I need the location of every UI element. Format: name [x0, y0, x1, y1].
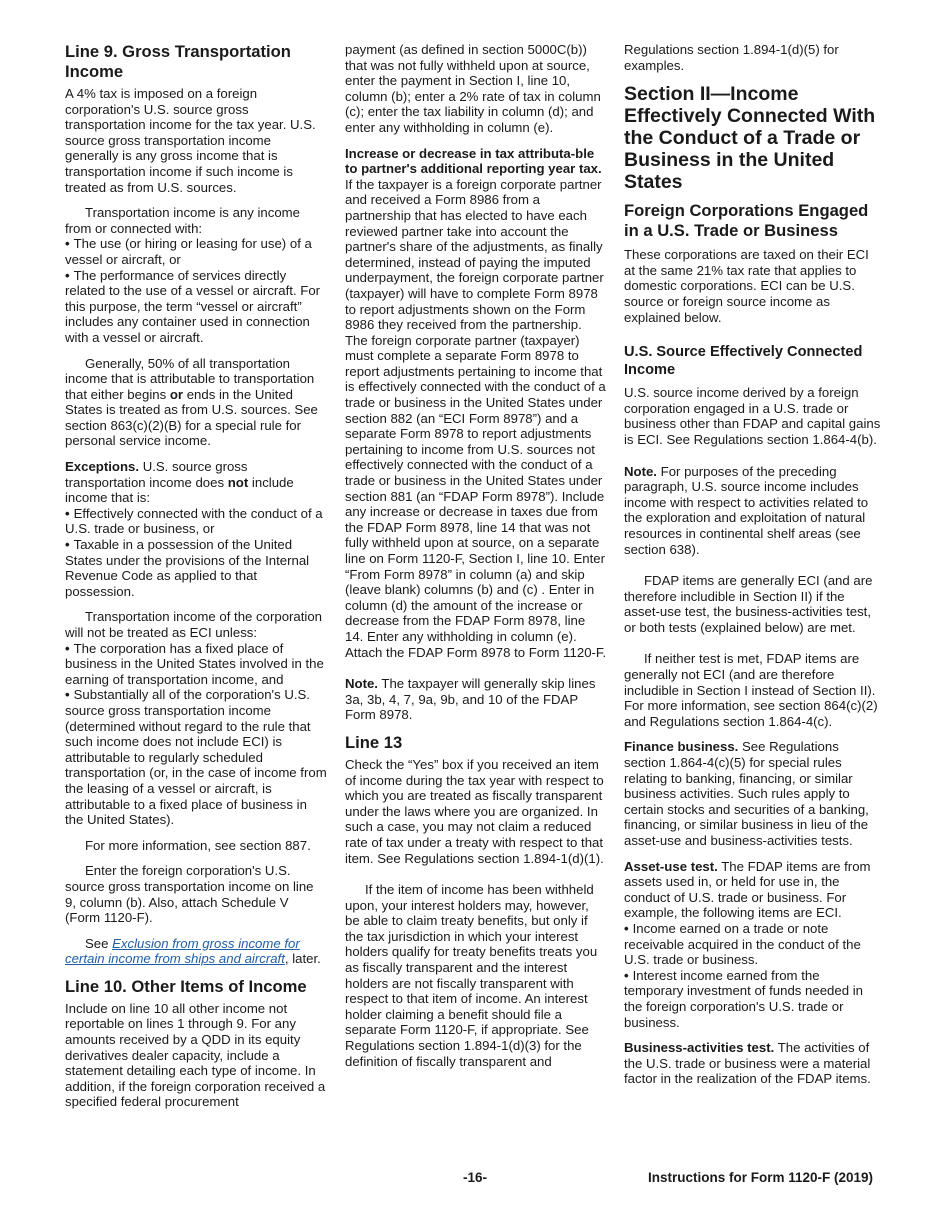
paragraph: If the item of income has been withheld upon, your interest holders may, however, be able to claim treaty benefits, but only if the tax jurisdiction in which your interest holders qualify for treaty benefits treats you as fiscally transparent and the interest holders are not fiscally transparent with respect to that item of income. An interest holder claiming a benefit should file a separate Form 1120-F, if appropriate. See Regulations section 1.894-1(d)(3) for the definition of fiscally transparent and [345, 882, 598, 1069]
heading-line-9: Line 9. Gross Transportation Income [65, 42, 291, 81]
paragraph: Regulations section 1.894-1(d)(5) for examples. [624, 42, 839, 73]
bullet-item: • The performance of services directly related to the use of a vessel or aircraft. For this purpose, the term “vessel or aircraft” includes any container used in connection with a vessel or aircraft. [65, 268, 327, 346]
bullet-item: • The use (or hiring or leasing for use) of a vessel or aircraft, or [65, 236, 327, 267]
bullet-item: • Taxable in a possession of the United States under the provisions of the Internal Revenue Code as applied to that possession. [65, 537, 327, 599]
column-left [65, 42, 327, 1120]
paragraph: For more information, see section 887. [85, 837, 311, 853]
run-in-heading: Finance business. [624, 739, 739, 755]
column-middle [345, 42, 607, 1079]
run-in-heading: Asset-use test. [624, 858, 718, 874]
paragraph: If neither test is met, FDAP items are generally not ECI (and are therefore includible in Section I instead of Section II). For more information, see section 864(c)(2) and Regulations section 1.864-4(c). [624, 651, 878, 729]
paragraph-exceptions: Exceptions. U.S. source gross transportation income does not include income that is: [65, 459, 294, 506]
paragraph: Include on line 10 all other income not reportable on lines 1 through 9. For any amounts received by a QDD in its equity derivatives dealer capacity, include a statement detailing each type of income. In addition, if the foreign corporation received a specified federal procurement [65, 1000, 326, 1110]
paragraph: These corporations are taxed on their ECI at the same 21% tax rate that applies to domestic corporations. ECI can be U.S. source or foreign source income as explained below. [624, 247, 869, 325]
bullet-item: • Income earned on a trade or note receivable acquired in the conduct of the U.S. trade or business. [624, 921, 882, 968]
run-in-heading: Exceptions. [65, 459, 140, 475]
page-number: -16- [462, 1170, 487, 1185]
paragraph-partner-tax: Increase or decrease in tax attributa-ble to partner's additional reporting year tax. If the taxpayer is a foreign corporate partner and received a Form 8986 from a partnership that has elected to have each reviewed partner take into account the partner's share of the adjustments, as finally determined, instead of paying the imputed underpayment, the foreign corporate partner (taxpayer) will have to complete Form 8978 to report adjustments shown on the Form 8986 they received from the partnership. The foreign corporate partner (taxpayer) must complete a separate Form 8978 to report adjustments pertaining to income that is effectively connected with the conduct of a trade or business in the United States under section 882 (an “ECI Form 8978”) and a separate Form 8978 to report adjustments pertaining to income from U.S. sources not effectively connected with the conduct of a trade or business in the United States under section 881 (an “FDAP Form 8978”). Include any increase or decrease in taxes due from the FDAP Form 8978, line 14 that was not fully withheld upon at source, on a separate line on Form 1120-F, Section I, line 10. Enter “From Form 8978” in column (a) and skip (leave blank) columns (b) and (c) . Enter in column (d) the amount of the increase or decrease from the FDAP Form 8978, line 14. Enter any withholding in column (e). Attach the FDAP Form 8978 to Form 1120-F. [345, 145, 607, 660]
heading-line-10: Line 10. Other Items of Income [65, 976, 307, 996]
paragraph: Check the “Yes” box if you received an item of income during the tax year with respect to which you are treated as fiscally transparent under the laws where you are organized. In such a case, you may not claim a reduced rate of tax under a treaty with respect to that item. See Regulations section 1.894-1(d)(1). [345, 756, 604, 866]
bullet-item: • Substantially all of the corporation's U.S. source gross transportation income (determined without regard to the rule that such income does not include ECI) is attributable to regularly scheduled transportation (or, in the case of income from the leasing of a vessel or aircraft, is attributable to a fixed place of business in the United States). [65, 687, 327, 827]
bullet-item: • Effectively connected with the conduct of a U.S. trade or business, or [65, 506, 327, 537]
paragraph: Transportation income is any income from or connected with: [65, 205, 301, 236]
form-title: Instructions for Form 1120-F (2019) [648, 1170, 874, 1185]
run-in-heading: Note. [624, 463, 657, 479]
paragraph-business-activities: Business-activities test. The activities of the U.S. trade or business were a material factor in the realization of the FDAP items. [624, 1040, 871, 1087]
note: Note. For purposes of the preceding paragraph, U.S. source income includes income with respect to activities related to the exploration and exploitation of natural resources in continental shelf areas (see section 638). [624, 463, 869, 557]
paragraph: Generally, 50% of all transportation income that is attributable to transportation that either begins or ends in the United States is treated as from U.S. sources. See section 863(c)(2)(B) for a special rule for personal service income. [65, 355, 318, 449]
run-in-heading: Business-activities test. [624, 1040, 775, 1056]
paragraph-asset-use: Asset-use test. The FDAP items are from assets used in, or held for use in, the conduct of U.S. trade or business. For example, the following items are ECI. [624, 858, 871, 921]
run-in-heading: Increase or decrease in tax attributa-ble to partner's additional reporting year tax. [345, 145, 602, 177]
column-right [624, 42, 882, 1097]
paragraph: See Exclusion from gross income for certain income from ships and aircraft, later. [65, 935, 321, 967]
paragraph: Enter the foreign corporation's U.S. source gross transportation income on line 9, column (b). Also, attach Schedule V (Form 1120-F). [65, 863, 314, 926]
cross-reference-link[interactable]: Exclusion from gross income for certain income from ships and aircraft [65, 935, 300, 967]
run-in-heading: Note. [345, 676, 378, 692]
heading-section-2: Section II—Income Effectively Connected With the Conduct of a Trade or Business in the United States [624, 83, 876, 194]
heading-us-source-eci: U.S. Source Effectively Connected Income [624, 344, 863, 379]
paragraph: payment (as defined in section 5000C(b)) that was not fully withheld upon at source, enter the payment in Section I, line 10, column (b); enter a 2% rate of tax in column (c); enter the tax liability in column (d); and enter any withholding in column (e). [345, 42, 601, 135]
paragraph-finance-business: Finance business. See Regulations section 1.864-4(c)(5) for special rules relating to banking, financing, or similar business activities. Such rules apply to certain stocks and securities of a banking, financing, or similar business in lieu of the asset-use and business-activities tests. [624, 739, 869, 848]
heading-foreign-corporations: Foreign Corporations Engaged in a U.S. Trade or Business [624, 201, 869, 241]
bullet-item: • The corporation has a fixed place of business in the United States involved in the earning of transportation income, and [65, 641, 327, 688]
paragraph: FDAP items are generally ECI (and are therefore includible in Section II) if the asset-use test, the business-activities test, or both tests (explained below) are met. [624, 573, 873, 635]
paragraph: Transportation income of the corporation will not be treated as ECI unless: [65, 609, 323, 640]
heading-line-13: Line 13 [345, 732, 403, 752]
paragraph: U.S. source income derived by a foreign corporation engaged in a U.S. trade or business other than FDAP and capital gains is ECI. See Regulations section 1.864-4(b). [624, 385, 881, 447]
bullet-item: • Interest income earned from the temporary investment of funds needed in the foreign corporation's U.S. trade or business. [624, 968, 882, 1030]
paragraph: A 4% tax is imposed on a foreign corporation's U.S. source gross transportation income for the tax year. U.S. source gross transportation income generally is any gross income that is transportation income if such income is treated as from U.S. sources. [65, 86, 316, 195]
note: Note. The taxpayer will generally skip lines 3a, 3b, 4, 7, 9a, 9b, and 10 of the FDAP Form 8978. [345, 676, 596, 723]
